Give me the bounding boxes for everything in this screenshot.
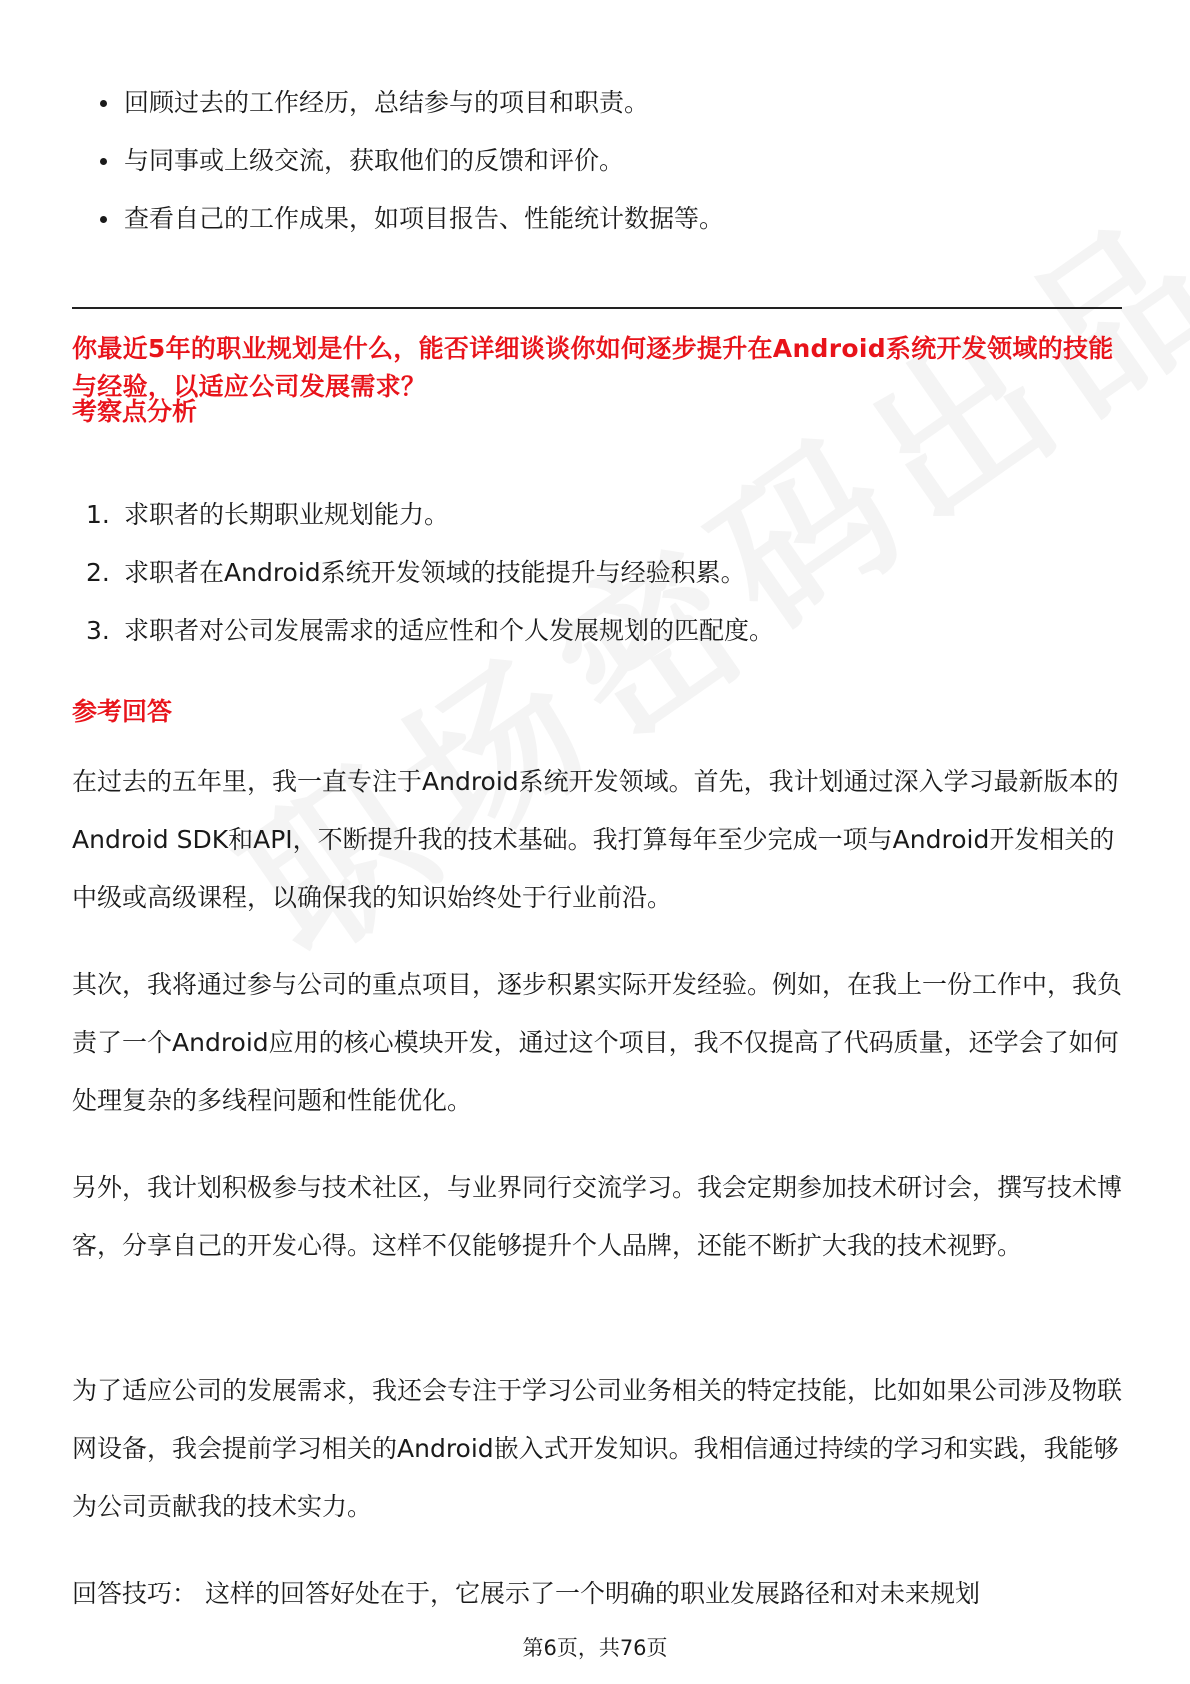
question-title: 你最近5年的职业规划是什么，能否详细谈谈你如何逐步提升在Android系统开发领域的技能与经验，以适应公司发展需求？ [72, 334, 1114, 401]
list-number: 1. [86, 500, 110, 529]
answer-paragraph: 其次，我将通过参与公司的重点项目，逐步积累实际开发经验。例如，在我上一份工作中，我负责了一个Android应用的核心模块开发，通过这个项目，我不仅提高了代码质量，还学会了如何处理复杂的多线程问题和性能优化。 [72, 970, 1123, 1115]
answer-paragraph: 为了适应公司的发展需求，我还会专注于学习公司业务相关的特定技能，比如如果公司涉及物联网设备，我会提前学习相关的Android嵌入式开发知识。我相信通过持续的学习和实践，我能够为公司贡献我的技术实力。 [72, 1376, 1123, 1521]
bullet-list [72, 88, 1122, 262]
list-text: 求职者的长期职业规划能力。 [124, 500, 450, 529]
list-item [72, 558, 1122, 587]
list-item: 回顾过去的工作经历，总结参与的项目和职责。 [72, 88, 1122, 117]
list-item: 查看自己的工作成果，如项目报告、性能统计数据等。 [72, 204, 1122, 233]
page-number: 第6页，共76页 [522, 1636, 668, 1660]
list-item [72, 616, 1122, 645]
answer-tip: 回答技巧： 这样的回答好处在于，它展示了一个明确的职业发展路径和对未来规划 [72, 1579, 980, 1608]
section-divider [72, 307, 1122, 309]
answer-paragraph: 另外，我计划积极参与技术社区，与业界同行交流学习。我会定期参加技术研讨会，撰写技术博客，分享自己的开发心得。这样不仅能够提升个人品牌，还能不断扩大我的技术视野。 [72, 1173, 1123, 1260]
list-number: 2. [86, 558, 110, 587]
list-number: 3. [86, 616, 110, 645]
list-text: 求职者对公司发展需求的适应性和个人发展规划的匹配度。 [124, 616, 775, 645]
list-text: 求职者在Android系统开发领域的技能提升与经验积累。 [124, 558, 746, 587]
analysis-heading: 考察点分析 [72, 397, 198, 426]
analysis-list [72, 500, 1122, 674]
list-item [72, 500, 1122, 529]
list-item: 与同事或上级交流，获取他们的反馈和评价。 [72, 146, 1122, 175]
answer-paragraph: 在过去的五年里，我一直专注于Android系统开发领域。首先，我计划通过深入学习最新版本的Android SDK和API，不断提升我的技术基础。我打算每年至少完成一项与Android开发相关的中级或高级课程，以确保我的知识始终处于行业前沿。 [72, 767, 1119, 912]
answer-heading: 参考回答 [72, 697, 173, 726]
